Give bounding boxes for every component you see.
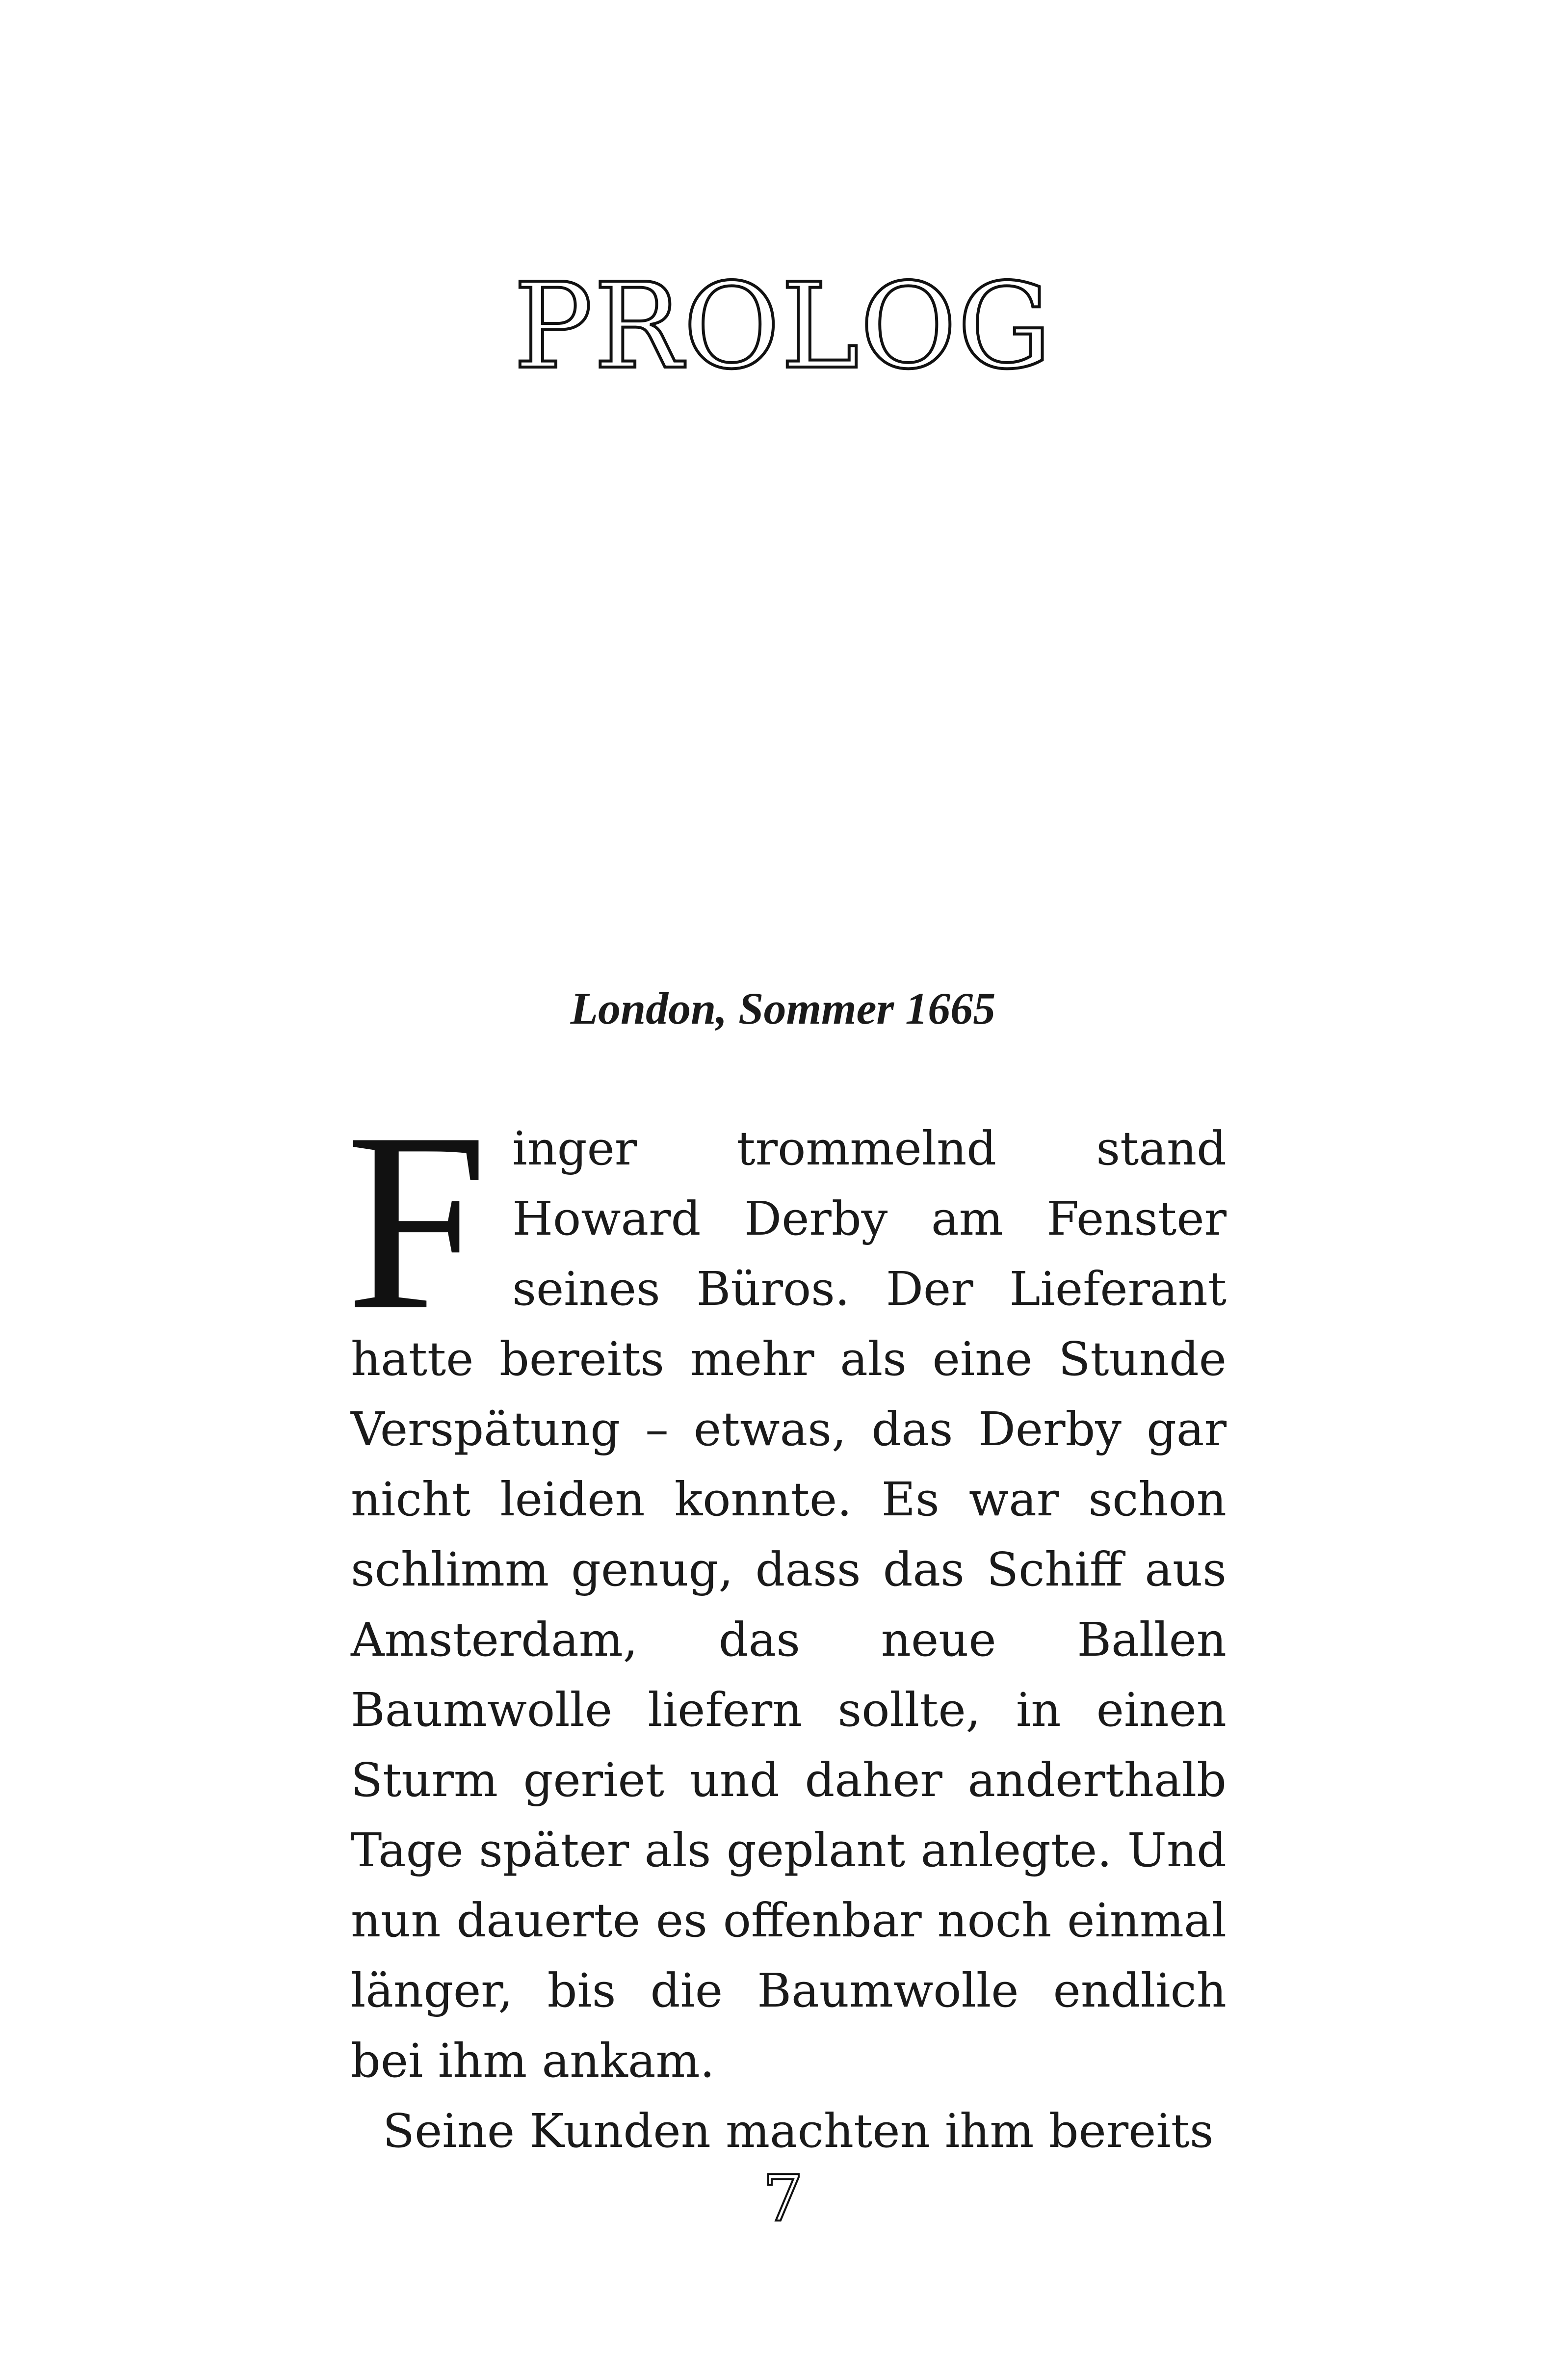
drop-cap: F — [346, 1081, 488, 1363]
body-text — [346, 1081, 1227, 2167]
page-number: 7 — [762, 2161, 804, 2236]
paragraph: Seine Kunden machten ihm bereits — [383, 2104, 1214, 2158]
paragraph-text: inger trommelnd stand Howard Derby am Fenster seines Büros. Der Lieferant hatte bereits mehr als eine Stunde Verspätung – etwas, das Derby gar nicht leiden konnte. Es war schon schlimm genug, dass das Schiff aus Amsterdam, das neue Ballen Baumwolle liefern sollte, in einen Sturm geriet und daher anderthalb Tage später als geplant anlegte. Und nun dauerte es offenbar noch einmal länger, bis die Baumwolle endlich bei ihm ankam. — [351, 1122, 1227, 2088]
paragraph — [346, 1081, 1227, 2096]
dateline: London, Sommer 1665 — [570, 983, 996, 1033]
chapter-title: PROLOG — [513, 258, 1053, 395]
